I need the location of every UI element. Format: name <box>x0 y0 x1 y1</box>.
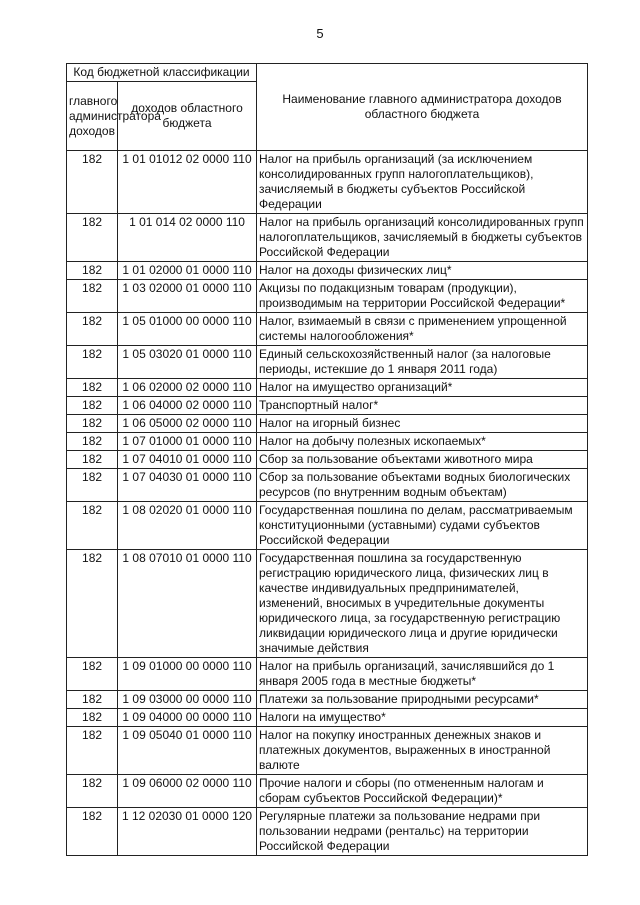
table-row <box>67 415 588 433</box>
table-row <box>67 451 588 469</box>
table-row <box>67 151 588 214</box>
cell-administrator-code: 182 <box>67 691 118 709</box>
cell-revenue-name: Акцизы по подакцизным товарам (продукции), производимым на территории Российской Федерации* <box>257 280 588 313</box>
cell-revenue-name: Прочие налоги и сборы (по отмененным налогам и сборам субъектов Российской Федерации)* <box>257 775 588 808</box>
cell-budget-code: 1 09 04000 00 0000 110 <box>118 709 257 727</box>
cell-administrator-code: 182 <box>67 433 118 451</box>
cell-administrator-code: 182 <box>67 469 118 502</box>
cell-revenue-name: Единый сельскохозяйственный налог (за налоговые периоды, истекшие до 1 января 2011 года) <box>257 346 588 379</box>
cell-revenue-name: Налог на прибыль организаций (за исключением консолидированных групп налогоплательщиков), зачисляемый в бюджеты субъектов Российской Федерации <box>257 151 588 214</box>
table-row <box>67 727 588 775</box>
table-row <box>67 262 588 280</box>
table-row <box>67 280 588 313</box>
cell-administrator-code: 182 <box>67 151 118 214</box>
cell-revenue-name: Налог, взимаемый в связи с применением упрощенной системы налогообложения* <box>257 313 588 346</box>
cell-budget-code: 1 05 01000 00 0000 110 <box>118 313 257 346</box>
cell-administrator-code: 182 <box>67 280 118 313</box>
cell-revenue-name: Налог на прибыль организаций консолидированных групп налогоплательщиков, зачисляемый в бюджеты субъектов Российской Федерации <box>257 214 588 262</box>
cell-revenue-name: Налог на покупку иностранных денежных знаков и платежных документов, выраженных в иностранной валюте <box>257 727 588 775</box>
cell-budget-code: 1 09 05040 01 0000 110 <box>118 727 257 775</box>
table-header <box>67 64 588 151</box>
cell-administrator-code: 182 <box>67 550 118 658</box>
cell-revenue-name: Налог на добычу полезных ископаемых* <box>257 433 588 451</box>
table-row <box>67 433 588 451</box>
cell-revenue-name: Налог на прибыль организаций, зачислявшийся до 1 января 2005 года в местные бюджеты* <box>257 658 588 691</box>
budget-classification-table <box>66 63 588 856</box>
cell-administrator-code: 182 <box>67 709 118 727</box>
cell-administrator-code: 182 <box>67 808 118 856</box>
cell-budget-code: 1 07 04030 01 0000 110 <box>118 469 257 502</box>
cell-budget-code: 1 01 01012 02 0000 110 <box>118 151 257 214</box>
table-row <box>67 313 588 346</box>
cell-administrator-code: 182 <box>67 451 118 469</box>
cell-administrator-code: 182 <box>67 214 118 262</box>
header-administrator-name: Наименование главного администратора доходов областного бюджета <box>257 64 588 151</box>
table-row <box>67 379 588 397</box>
table-row <box>67 469 588 502</box>
cell-revenue-name: Государственная пошлина за государственную регистрацию юридического лица, физических лиц в качестве индивидуальных предпринимателей, изменений, вносимых в учредительные документы юридического лица, за государственную регистрацию ликвидации юридического лица и другие юридически значимые действия <box>257 550 588 658</box>
cell-budget-code: 1 09 06000 02 0000 110 <box>118 775 257 808</box>
header-main-administrator: главного администратора доходов <box>67 82 118 151</box>
table-row <box>67 397 588 415</box>
table-row <box>67 550 588 658</box>
table-row <box>67 658 588 691</box>
table-row <box>67 691 588 709</box>
cell-budget-code: 1 06 04000 02 0000 110 <box>118 397 257 415</box>
cell-revenue-name: Регулярные платежи за пользование недрами при пользовании недрами (рентальс) на территории Российской Федерации <box>257 808 588 856</box>
cell-revenue-name: Транспортный налог* <box>257 397 588 415</box>
page-number: 5 <box>316 26 324 41</box>
cell-budget-code: 1 12 02030 01 0000 120 <box>118 808 257 856</box>
table-row <box>67 346 588 379</box>
cell-budget-code: 1 08 02020 01 0000 110 <box>118 502 257 550</box>
header-budget-classification-code: Код бюджетной классификации <box>67 64 257 82</box>
cell-revenue-name: Сбор за пользование объектами животного мира <box>257 451 588 469</box>
cell-budget-code: 1 01 02000 01 0000 110 <box>118 262 257 280</box>
cell-budget-code: 1 06 02000 02 0000 110 <box>118 379 257 397</box>
cell-budget-code: 1 09 03000 00 0000 110 <box>118 691 257 709</box>
cell-budget-code: 1 03 02000 01 0000 110 <box>118 280 257 313</box>
cell-budget-code: 1 07 01000 01 0000 110 <box>118 433 257 451</box>
cell-administrator-code: 182 <box>67 262 118 280</box>
table-row <box>67 502 588 550</box>
cell-revenue-name: Налог на имущество организаций* <box>257 379 588 397</box>
cell-administrator-code: 182 <box>67 397 118 415</box>
cell-administrator-code: 182 <box>67 775 118 808</box>
cell-revenue-name: Платежи за пользование природными ресурсами* <box>257 691 588 709</box>
cell-administrator-code: 182 <box>67 415 118 433</box>
table-body <box>67 151 588 856</box>
cell-revenue-name: Налоги на имущество* <box>257 709 588 727</box>
table-row <box>67 214 588 262</box>
cell-administrator-code: 182 <box>67 313 118 346</box>
table-row <box>67 808 588 856</box>
cell-budget-code: 1 05 03020 01 0000 110 <box>118 346 257 379</box>
cell-budget-code: 1 01 014 02 0000 110 <box>118 214 257 262</box>
cell-administrator-code: 182 <box>67 346 118 379</box>
cell-revenue-name: Сбор за пользование объектами водных биологических ресурсов (по внутренним водным объектам) <box>257 469 588 502</box>
table-row <box>67 775 588 808</box>
cell-budget-code: 1 08 07010 01 0000 110 <box>118 550 257 658</box>
cell-revenue-name: Налог на доходы физических лиц* <box>257 262 588 280</box>
cell-budget-code: 1 09 01000 00 0000 110 <box>118 658 257 691</box>
table-row <box>67 709 588 727</box>
cell-administrator-code: 182 <box>67 502 118 550</box>
cell-revenue-name: Налог на игорный бизнес <box>257 415 588 433</box>
cell-administrator-code: 182 <box>67 727 118 775</box>
cell-budget-code: 1 06 05000 02 0000 110 <box>118 415 257 433</box>
cell-administrator-code: 182 <box>67 658 118 691</box>
header-regional-budget-revenue: доходов областного бюджета <box>118 82 257 151</box>
cell-budget-code: 1 07 04010 01 0000 110 <box>118 451 257 469</box>
cell-administrator-code: 182 <box>67 379 118 397</box>
cell-revenue-name: Государственная пошлина по делам, рассматриваемым конституционными (уставными) судами субъектов Российской Федерации <box>257 502 588 550</box>
